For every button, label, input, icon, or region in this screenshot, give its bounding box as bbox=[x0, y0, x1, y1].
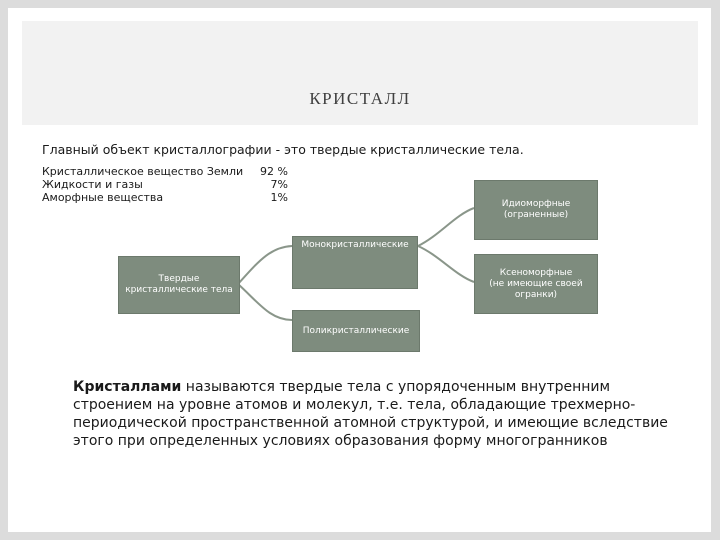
node-idiomorphic bbox=[474, 180, 598, 240]
connector-mono-xenomorphic bbox=[418, 246, 474, 282]
definition-paragraph bbox=[73, 378, 673, 450]
stat-label: Кристаллическое вещество Земли bbox=[42, 165, 244, 178]
connector-mono-idiomorphic bbox=[418, 208, 474, 246]
definition-term: Кристаллами bbox=[73, 379, 182, 395]
stat-value: 7% bbox=[270, 178, 288, 191]
slide-title: КРИСТАЛЛ bbox=[309, 89, 411, 108]
node-label: Твердые кристаллические тела bbox=[125, 274, 233, 295]
node-label: Поликристаллические bbox=[302, 325, 410, 336]
intro-text: Главный объект кристаллографии - это твердые кристаллические тела. bbox=[42, 142, 524, 157]
node-monocrystalline bbox=[292, 236, 418, 289]
stat-label: Аморфные вещества bbox=[42, 191, 164, 204]
node-solid-crystalline-bodies bbox=[118, 256, 240, 314]
node-label: Монокристаллические bbox=[301, 240, 409, 250]
stat-label: Жидкости и газы bbox=[42, 178, 143, 191]
stat-value: 1% bbox=[270, 191, 288, 204]
node-label: Ксеноморфные (не имеющие своей огранки) bbox=[489, 267, 583, 300]
connector-root-mono bbox=[238, 246, 292, 284]
node-polycrystalline bbox=[292, 310, 420, 352]
definition-text: называются твердые тела с упорядоченным внутренним строением на уровне атомов и молекул, т.е. тела, обладающие трехмерно-периодической пространственной атомной структурой, и имеющие вследствие этого при определенных условиях образования форму многогранников bbox=[73, 379, 668, 449]
connector-root-poly bbox=[238, 284, 292, 320]
node-label: Идиоморфные (ограненные) bbox=[501, 199, 571, 220]
node-xenomorphic bbox=[474, 254, 598, 314]
stat-value: 92 % bbox=[260, 165, 288, 178]
